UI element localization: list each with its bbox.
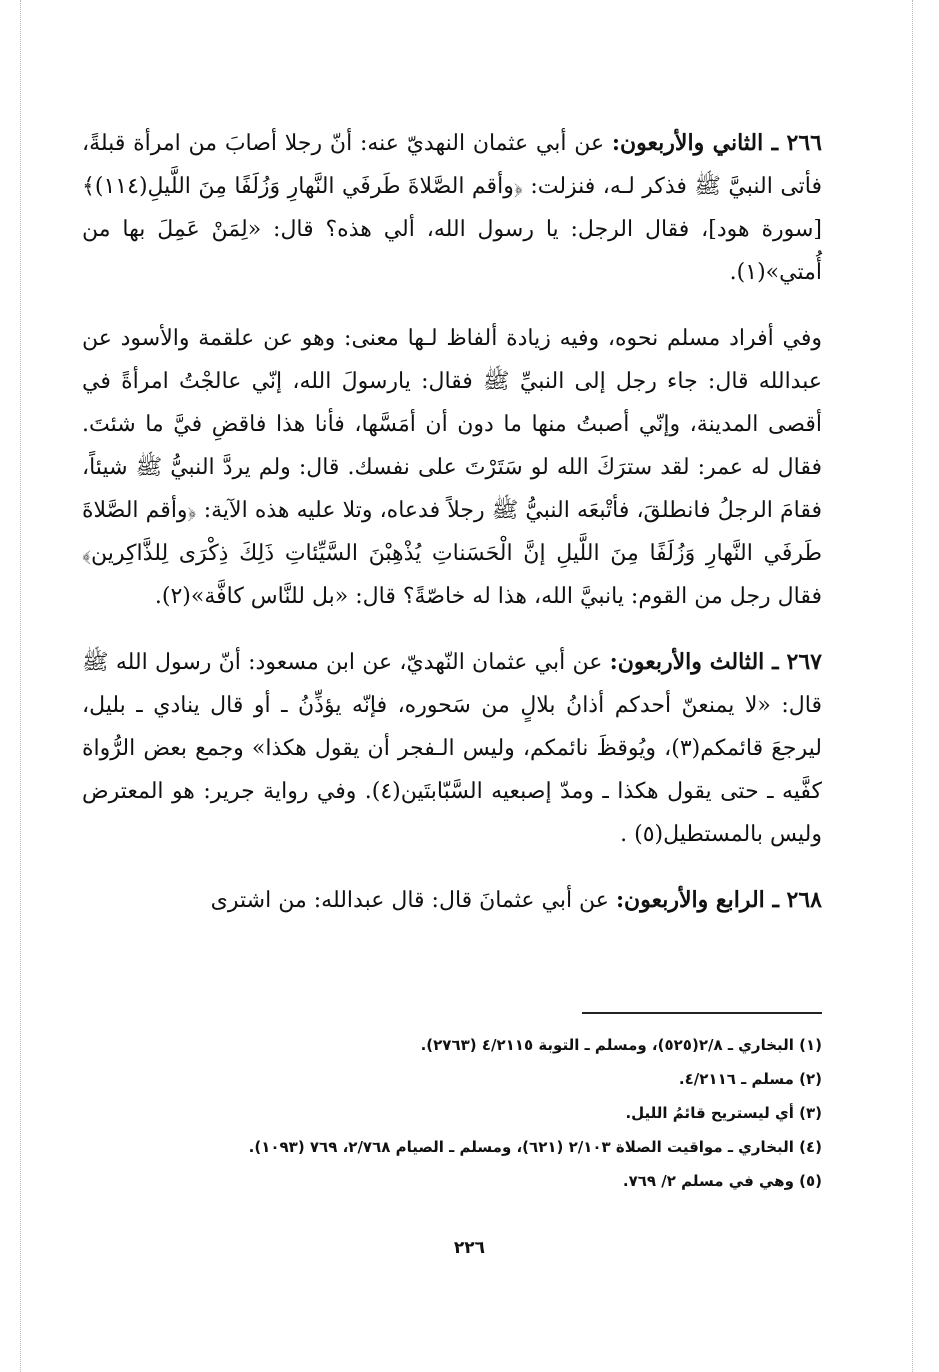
footnote-5: (٥) وهي في مسلم ٢/ ٧٦٩. [622, 1172, 822, 1190]
footnote-1: (١) البخاري ـ ٢/٨(٥٢٥)، ومسلم ـ التوبة ٤/٢١١٥ (٢٧٦٣). [420, 1036, 822, 1054]
main-text-block [82, 122, 822, 945]
paragraph-body: عن أبي عثمانَ قال: قال عبدالله: من اشترى [210, 888, 609, 913]
paragraph-heading: ٢٦٨ ـ الرابع والأربعون: [615, 887, 822, 913]
page-number: ٢٢٦ [453, 1238, 486, 1258]
footnote-4: (٤) البخاري ـ مواقيت الصلاة ٢/١٠٣ (٦٢١)، ومسلم ـ الصيام ٢/٧٦٨، ٧٦٩ (١٠٩٣). [248, 1138, 822, 1156]
muslim-variant-paragraph [82, 317, 822, 618]
footnote-3: (٣) أي ليستريح قائمُ الليل. [625, 1104, 822, 1122]
footnotes [200, 1028, 822, 1198]
hadith-267-paragraph [82, 641, 822, 856]
hadith-268-paragraph [82, 879, 822, 922]
hadith-266-paragraph [82, 122, 822, 294]
paragraph-body: وفي أفراد مسلم نحوه، وفيه زيادة ألفاظ لـها معنى: وهو عن علقمة والأسود عن عبدالله قال: جاء رجل إلى النبيِّ ﷺ فقال: يارسولَ الله، إنّي عالجْتُ امرأةً في أقصى المدينة، وإنّي أصبتُ منها ما دون أن أمَسَّها، فأنا هذا فاقضِ فيَّ ما شئتَ. فقال له عمر: لقد سترَكَ الله لو سَتَرْتَ على نفسك. قال: ولم يردَّ النبيُّ ﷺ شيئاً، فقامَ الرجلُ فانطلقَ، فأتْبعَه النبيُّ ﷺ رجلاً فدعاه، وتلا عليه هذه الآية: ﴿وأقم الصَّلاةَ طَرفَي النَّهارِ وَزُلَفًا مِنَ اللَّيلِ إنَّ الْحَسَناتِ يُذْهِبْنَ السَّيِّئاتِ ذَلِكَ ذِكْرَى لِلذَّاكِرين﴾ فقال رجل من القوم: يانبيَّ الله، هذا له خاصّةً؟ قال: «بل للنَّاس كافَّة»(٢). [82, 326, 822, 609]
footnote-separator [582, 1012, 822, 1014]
footnote-2: (٢) مسلم ـ ٤/٢١١٦. [678, 1070, 822, 1088]
right-margin-dotted-rule [912, 0, 913, 1372]
paragraph-body: عن أبي عثمان النهديّ عنه: أنّ رجلا أصابَ من امرأة قبلةً، فأتى النبيَّ ﷺ فذكر لـه، فنزلت: ﴿وأقم الصَّلاةَ طَرفَي النَّهارِ وَزُلَفًا مِنَ اللَّيلِ(١١٤)﴾ [سورة هود]، فقال الرجل: يا رسول الله، ألي هذه؟ قال: «لِمَنْ عَمِلَ بها من أُمتي»(١). [82, 131, 822, 285]
paragraph-heading: ٢٦٦ ـ الثاني والأربعون: [611, 130, 822, 156]
paragraph-heading: ٢٦٧ ـ الثالث والأربعون: [609, 649, 822, 675]
paragraph-body: عن أبي عثمان النّهديّ، عن ابن مسعود: أنّ رسول الله ﷺ قال: «لا يمنعنّ أحدكم أذانُ بلالٍ من سَحوره، فإنّه يؤذِّنُ ـ أو قال ينادي ـ بليل، ليرجعَ قائمكم(٣)، ويُوقظَ نائمكم، وليس الـفجر أن يقول هكذا» وجمع بعض الرُّواة كفَّيه ـ حتى يقول هكذا ـ ومدّ إصبعيه السَّبّابتَين(٤). وفي رواية جرير: هو المعترض وليس بالمستطيل(٥) . [82, 650, 823, 847]
left-margin-dotted-rule [20, 0, 21, 1372]
